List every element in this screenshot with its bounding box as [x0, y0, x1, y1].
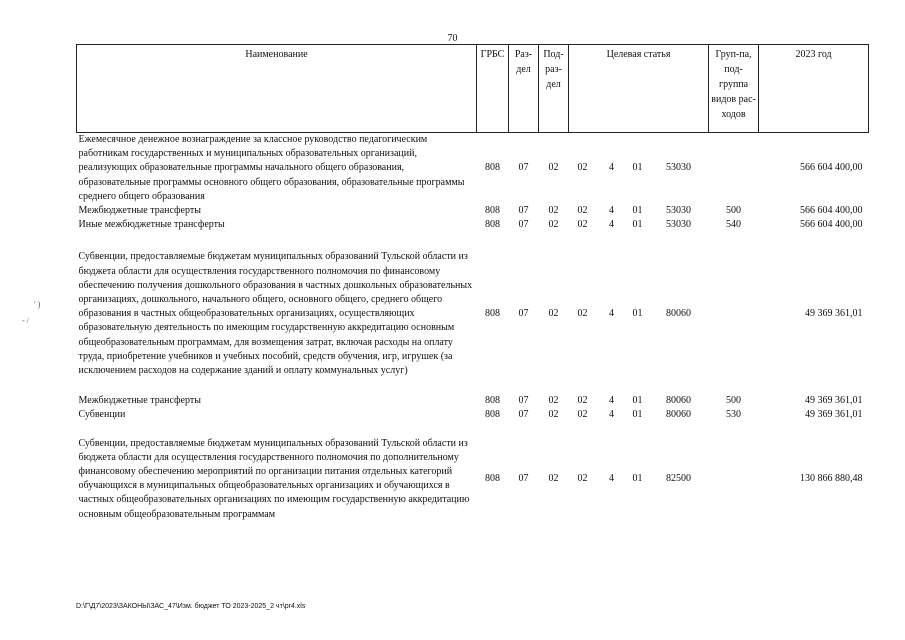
row-podrazdel: 02	[548, 205, 559, 217]
row-amount: 566 604 400,00	[800, 205, 863, 217]
row-razdel: 07	[518, 395, 529, 407]
row-name: Иные межбюджетные трансферты	[78, 219, 225, 231]
table-row	[77, 204, 869, 218]
row-amount: 566 604 400,00	[800, 162, 863, 174]
row-expense-group: 540	[726, 219, 742, 231]
row-target-subprogram: 01	[632, 308, 643, 320]
row-expense-group	[709, 133, 759, 205]
row-expense-group: 500	[726, 205, 742, 217]
budget-table	[76, 44, 869, 522]
row-podrazdel: 02	[548, 162, 559, 174]
row-name: Субвенции	[78, 409, 126, 421]
row-razdel: 07	[518, 308, 529, 320]
row-spacer	[77, 423, 869, 437]
table-row	[77, 250, 869, 378]
row-target-type: 4	[609, 308, 614, 320]
header-year-2023: 2023 год	[759, 45, 869, 133]
row-spacer	[77, 378, 869, 394]
row-target-direction: 82500	[666, 473, 692, 485]
row-name: Межбюджетные трансферты	[78, 205, 201, 217]
page-number: 70	[447, 33, 458, 44]
row-amount: 49 369 361,01	[805, 395, 863, 407]
row-target-program: 02	[577, 162, 588, 174]
row-target-subprogram: 01	[632, 395, 643, 407]
row-amount: 566 604 400,00	[800, 219, 863, 231]
row-target-type: 4	[609, 395, 614, 407]
row-target-direction: 80060	[666, 308, 692, 320]
row-amount: 49 369 361,01	[805, 308, 863, 320]
header-grbs: ГРБС	[477, 45, 509, 133]
row-target-program: 02	[577, 308, 588, 320]
table-row	[77, 408, 869, 422]
row-target-direction: 53030	[666, 205, 692, 217]
row-expense-group: 500	[726, 395, 742, 407]
row-grbs: 808	[485, 473, 500, 485]
row-target-subprogram: 01	[632, 409, 643, 421]
row-podrazdel: 02	[548, 473, 559, 485]
row-target-direction: 80060	[666, 409, 692, 421]
scan-artifact-mark: - /	[22, 316, 29, 325]
row-razdel: 07	[518, 409, 529, 421]
row-name: Ежемесячное денежное вознаграждение за классное руководство педагогическим работникам государственных и муниципальных образовательных организаций, реализующих образовательные программы начального общего образования, образовательные программы основного общего образования, образовательные программы среднего общего образования	[78, 134, 465, 202]
row-target-type: 4	[609, 219, 614, 231]
row-name: Субвенции, предоставляемые бюджетам муниципальных образований Тульской области из бюджета области для осуществления государственного полномочия по финансовому обеспечению получения дошкольного образования в частных дошкольных образовательных организациях, дошкольного, начального общего, основного общего, среднего общего образования в частных общеобразовательных организациях, осуществляющих образовательную деятельность по имеющим государственную аккредитацию основным общеобразовательным программам, для возмещения затрат, включая расходы на оплату труда, приобретение учебников и учебных пособий, средств обучения, игр, игрушек (за исключением расходов на содержание зданий и оплату коммунальных услуг)	[78, 251, 473, 377]
header-razdel: Раз-дел	[509, 45, 539, 133]
row-razdel: 07	[518, 205, 529, 217]
row-target-program: 02	[577, 219, 588, 231]
table-row	[77, 218, 869, 232]
row-target-program: 02	[577, 409, 588, 421]
row-grbs: 808	[485, 308, 500, 320]
row-razdel: 07	[518, 162, 529, 174]
row-target-program: 02	[577, 395, 588, 407]
row-target-subprogram: 01	[632, 219, 643, 231]
row-target-direction: 80060	[666, 395, 692, 407]
header-podrazdel: Под-раз-дел	[539, 45, 569, 133]
row-expense-group	[709, 250, 759, 378]
row-target-type: 4	[609, 409, 614, 421]
table-header	[77, 45, 869, 133]
table-row	[77, 133, 869, 205]
row-name: Субвенции, предоставляемые бюджетам муниципальных образований Тульской области из бюджета области для осуществления государственного полномочия по дополнительному финансовому обеспечению мероприятий по организации питания отдельных категорий обучающихся в муниципальных общеобразовательных организациях и обучающихся в частных общеобразовательных организациях по имеющим государственную аккредитацию основным общеобразовательным программам	[78, 437, 470, 520]
table-row	[77, 437, 869, 522]
row-target-type: 4	[609, 205, 614, 217]
row-target-program: 02	[577, 205, 588, 217]
header-name: Наименование	[77, 45, 477, 133]
row-grbs: 808	[485, 395, 500, 407]
row-expense-group	[709, 437, 759, 522]
row-grbs: 808	[485, 409, 500, 421]
footer-file-path: D:\Г\Д7\2023\ЗАКОНЫ\ЗАС_47\Изм. бюджет ТО 2023-2025_2 чт\pr4.xls	[76, 603, 306, 610]
row-spacer	[77, 232, 869, 250]
row-target-program: 02	[577, 473, 588, 485]
row-podrazdel: 02	[548, 308, 559, 320]
row-target-type: 4	[609, 162, 614, 174]
row-target-subprogram: 01	[632, 205, 643, 217]
row-amount: 130 866 880,48	[800, 473, 863, 485]
row-target-direction: 53030	[666, 219, 692, 231]
row-podrazdel: 02	[548, 395, 559, 407]
row-podrazdel: 02	[548, 409, 559, 421]
row-target-subprogram: 01	[632, 162, 643, 174]
row-target-direction: 53030	[666, 162, 692, 174]
row-grbs: 808	[485, 162, 500, 174]
row-podrazdel: 02	[548, 219, 559, 231]
row-razdel: 07	[518, 219, 529, 231]
row-grbs: 808	[485, 205, 500, 217]
scan-artifact-mark: ′ )	[34, 300, 41, 309]
row-grbs: 808	[485, 219, 500, 231]
row-target-type: 4	[609, 473, 614, 485]
header-target-article: Целевая статья	[569, 45, 709, 133]
row-razdel: 07	[518, 473, 529, 485]
row-expense-group: 530	[726, 409, 742, 421]
header-expense-group: Груп-па, под-группа видов рас-ходов	[709, 45, 759, 133]
row-name: Межбюджетные трансферты	[78, 395, 201, 407]
table-row	[77, 394, 869, 408]
row-amount: 49 369 361,01	[805, 409, 863, 421]
row-target-subprogram: 01	[632, 473, 643, 485]
